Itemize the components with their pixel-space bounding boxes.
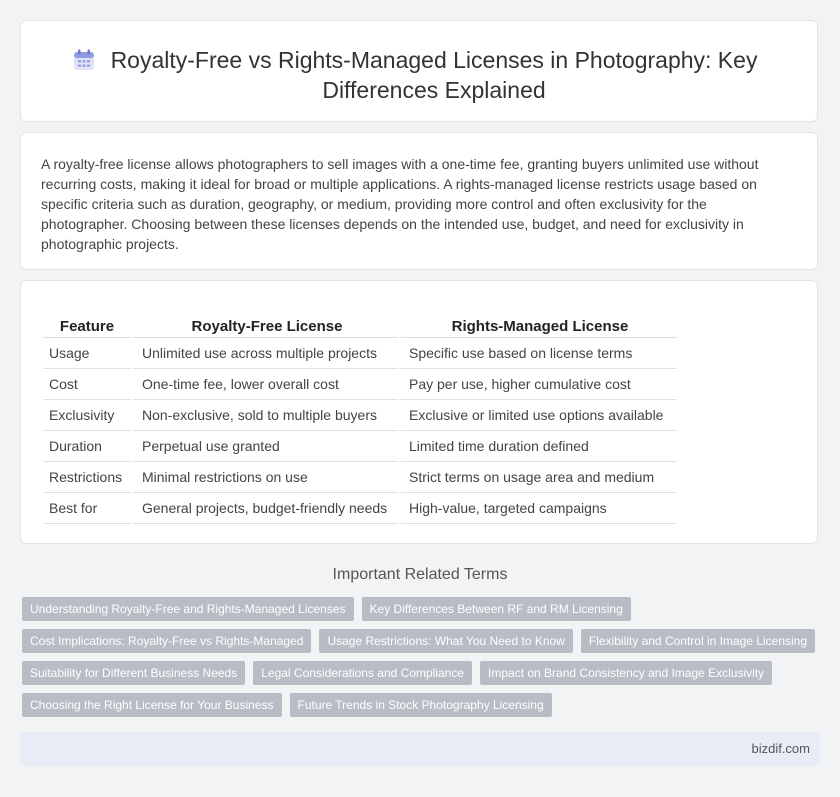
feature-cell: Restrictions	[43, 462, 131, 493]
rights-managed-cell: Pay per use, higher cumulative cost	[398, 369, 677, 400]
related-term-tag[interactable]: Key Differences Between RF and RM Licensing	[362, 597, 631, 621]
related-term-tag[interactable]: Flexibility and Control in Image Licensing	[581, 629, 815, 653]
rights-managed-cell: Limited time duration defined	[398, 431, 677, 462]
table-row	[43, 338, 677, 369]
feature-cell: Best for	[43, 493, 131, 524]
royalty-free-cell: Non-exclusive, sold to multiple buyers	[131, 400, 398, 431]
related-term-tag[interactable]: Understanding Royalty-Free and Rights-Managed Licenses	[22, 597, 354, 621]
related-terms-heading: Important Related Terms	[332, 566, 508, 583]
feature-cell: Usage	[43, 338, 131, 369]
related-term-tag[interactable]: Choosing the Right License for Your Business	[22, 693, 282, 717]
feature-cell: Cost	[43, 369, 131, 400]
rights-managed-cell: Strict terms on usage area and medium	[398, 462, 677, 493]
table-row	[43, 462, 677, 493]
royalty-free-cell: General projects, budget-friendly needs	[131, 493, 398, 524]
table-row	[43, 369, 677, 400]
related-term-tag[interactable]: Cost Implications: Royalty-Free vs Rights-Managed	[22, 629, 311, 653]
intro-card	[20, 132, 818, 270]
table-row	[43, 400, 677, 431]
related-term-tag[interactable]: Legal Considerations and Compliance	[253, 661, 472, 685]
table-row	[43, 431, 677, 462]
related-term-tag[interactable]: Future Trends in Stock Photography Licensing	[290, 693, 552, 717]
page-title: Royalty-Free vs Rights-Managed Licenses in Photography: Key Differences Explained	[110, 47, 758, 103]
intro-paragraph: A royalty-free license allows photographers to sell images with a one-time fee, granting buyers unlimited use without recurring costs, making it ideal for broad or multiple applications. A rights-managed license restricts usage based on specific criteria such as duration, geography, or medium, providing more control and often exclusivity for the photographer. Choosing between these licenses depends on the intended use, budget, and need for exclusivity in photographic projects.	[41, 156, 759, 252]
feature-cell: Duration	[43, 431, 131, 462]
comparison-table	[43, 315, 677, 524]
royalty-free-cell: Perpetual use granted	[131, 431, 398, 462]
footer-brand[interactable]: bizdif.com	[751, 741, 810, 756]
related-terms-list	[22, 597, 822, 717]
column-header-royalty-free: Royalty-Free License	[131, 315, 398, 338]
related-term-tag[interactable]: Usage Restrictions: What You Need to Know	[319, 629, 572, 653]
header-card	[20, 20, 818, 122]
rights-managed-cell: High-value, targeted campaigns	[398, 493, 677, 524]
royalty-free-cell: One-time fee, lower overall cost	[131, 369, 398, 400]
rights-managed-cell: Exclusive or limited use options available	[398, 400, 677, 431]
royalty-free-cell: Minimal restrictions on use	[131, 462, 398, 493]
royalty-free-cell: Unlimited use across multiple projects	[131, 338, 398, 369]
column-header-feature: Feature	[43, 315, 131, 338]
related-term-tag[interactable]: Impact on Brand Consistency and Image Exclusivity	[480, 661, 772, 685]
table-header-row	[43, 315, 677, 338]
table-row	[43, 493, 677, 524]
column-header-rights-managed: Rights-Managed License	[398, 315, 677, 338]
feature-cell: Exclusivity	[43, 400, 131, 431]
related-term-tag[interactable]: Suitability for Different Business Needs	[22, 661, 245, 685]
comparison-card	[20, 280, 818, 544]
rights-managed-cell: Specific use based on license terms	[398, 338, 677, 369]
footer-bar	[20, 732, 820, 766]
